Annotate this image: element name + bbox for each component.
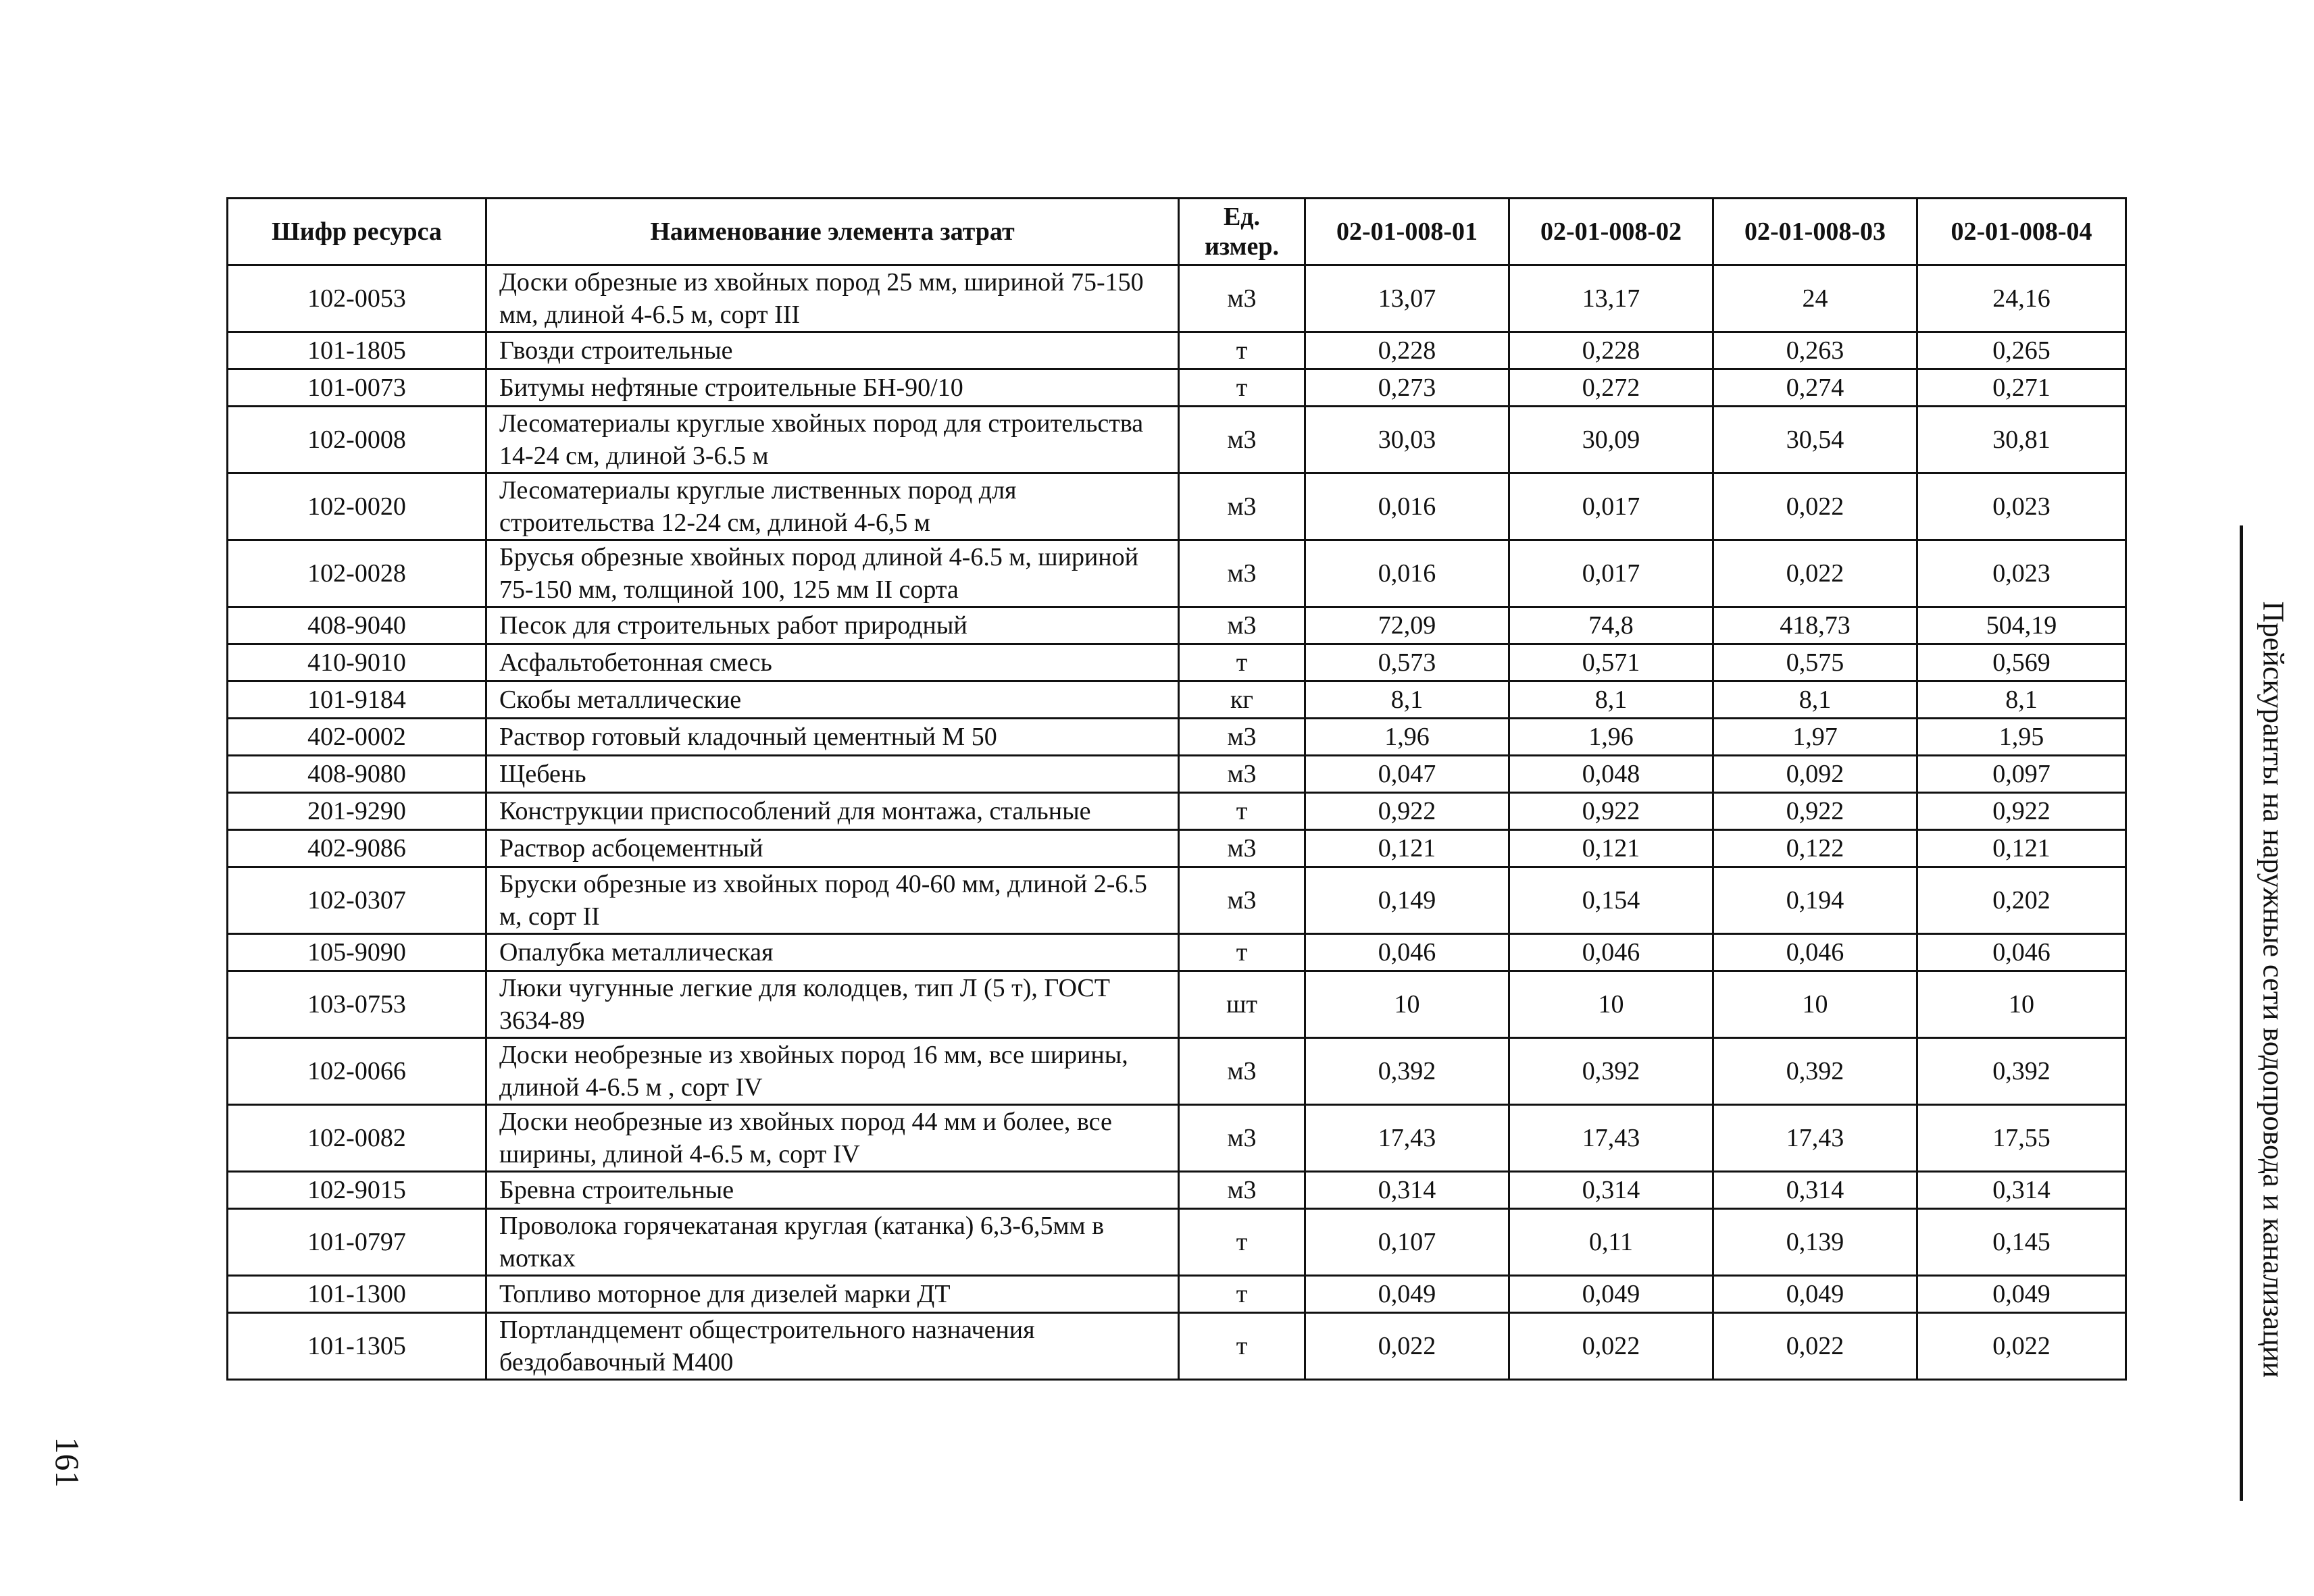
cost-element-name-cell: Асфальтобетонная смесь [486, 644, 1179, 681]
unit-cell: м3 [1179, 1105, 1305, 1172]
value-cell-04: 0,049 [1917, 1276, 2126, 1313]
value-cell-02: 1,96 [1509, 719, 1713, 756]
value-cell-01: 0,016 [1305, 540, 1509, 607]
unit-cell: т [1179, 369, 1305, 407]
side-title-rule [2240, 525, 2243, 1501]
value-cell-02: 13,17 [1509, 265, 1713, 332]
unit-cell: т [1179, 1313, 1305, 1380]
value-cell-01: 0,149 [1305, 867, 1509, 934]
value-cell-02: 0,571 [1509, 644, 1713, 681]
value-cell-01: 72,09 [1305, 607, 1509, 644]
table-row [228, 1038, 2126, 1105]
resource-code-cell: 201-9290 [228, 793, 486, 830]
header-column-01: 02-01-008-01 [1305, 199, 1509, 265]
unit-cell: м3 [1179, 1172, 1305, 1209]
table-row [228, 1172, 2126, 1209]
value-cell-01: 0,314 [1305, 1172, 1509, 1209]
resource-code-cell: 102-0082 [228, 1105, 486, 1172]
resource-code-cell: 105-9090 [228, 934, 486, 971]
value-cell-03: 0,092 [1713, 756, 1917, 793]
resource-code-cell: 102-0307 [228, 867, 486, 934]
value-cell-01: 0,392 [1305, 1038, 1509, 1105]
table-row [228, 793, 2126, 830]
unit-cell: т [1179, 644, 1305, 681]
value-cell-04: 0,145 [1917, 1209, 2126, 1276]
value-cell-02: 74,8 [1509, 607, 1713, 644]
value-cell-01: 8,1 [1305, 681, 1509, 719]
table-row [228, 473, 2126, 540]
cost-element-name-cell: Гвозди строительные [486, 332, 1179, 369]
value-cell-02: 8,1 [1509, 681, 1713, 719]
value-cell-03: 0,392 [1713, 1038, 1917, 1105]
cost-element-name-cell: Люки чугунные легкие для колодцев, тип Л (5 т), ГОСТ 3634-89 [486, 971, 1179, 1038]
value-cell-03: 0,022 [1713, 1313, 1917, 1380]
value-cell-04: 10 [1917, 971, 2126, 1038]
unit-cell: кг [1179, 681, 1305, 719]
unit-cell: т [1179, 332, 1305, 369]
value-cell-01: 0,046 [1305, 934, 1509, 971]
header-column-04: 02-01-008-04 [1917, 199, 2126, 265]
value-cell-03: 1,97 [1713, 719, 1917, 756]
value-cell-03: 0,049 [1713, 1276, 1917, 1313]
value-cell-04: 8,1 [1917, 681, 2126, 719]
value-cell-04: 1,95 [1917, 719, 2126, 756]
resource-code-cell: 102-0053 [228, 265, 486, 332]
value-cell-03: 10 [1713, 971, 1917, 1038]
page-number: 161 [49, 1437, 86, 1488]
value-cell-02: 30,09 [1509, 407, 1713, 473]
value-cell-02: 0,022 [1509, 1313, 1713, 1380]
resource-code-cell: 402-9086 [228, 830, 486, 867]
resource-code-cell: 102-0008 [228, 407, 486, 473]
value-cell-02: 0,049 [1509, 1276, 1713, 1313]
cost-element-name-cell: Брусья обрезные хвойных пород длиной 4-6.5 м, шириной 75-150 мм, толщиной 100, 125 мм II сорта [486, 540, 1179, 607]
value-cell-04: 0,046 [1917, 934, 2126, 971]
value-cell-04: 0,121 [1917, 830, 2126, 867]
resource-code-cell: 103-0753 [228, 971, 486, 1038]
value-cell-01: 30,03 [1305, 407, 1509, 473]
value-cell-04: 0,022 [1917, 1313, 2126, 1380]
value-cell-04: 17,55 [1917, 1105, 2126, 1172]
value-cell-01: 13,07 [1305, 265, 1509, 332]
value-cell-01: 0,922 [1305, 793, 1509, 830]
header-column-02: 02-01-008-02 [1509, 199, 1713, 265]
cost-element-name-cell: Битумы нефтяные строительные БН-90/10 [486, 369, 1179, 407]
resource-code-cell: 101-1805 [228, 332, 486, 369]
value-cell-02: 0,11 [1509, 1209, 1713, 1276]
value-cell-01: 0,016 [1305, 473, 1509, 540]
value-cell-04: 0,023 [1917, 540, 2126, 607]
value-cell-02: 0,154 [1509, 867, 1713, 934]
resource-code-cell: 101-1305 [228, 1313, 486, 1380]
cost-element-name-cell: Опалубка металлическая [486, 934, 1179, 971]
table-row [228, 644, 2126, 681]
value-cell-01: 0,273 [1305, 369, 1509, 407]
value-cell-03: 8,1 [1713, 681, 1917, 719]
value-cell-02: 0,048 [1509, 756, 1713, 793]
resource-code-cell: 410-9010 [228, 644, 486, 681]
header-cost-element-name: Наименование элемента затрат [486, 199, 1179, 265]
cost-element-name-cell: Доски необрезные из хвойных пород 44 мм и более, все ширины, длиной 4-6.5 м, сорт IV [486, 1105, 1179, 1172]
resource-code-cell: 101-9184 [228, 681, 486, 719]
value-cell-03: 0,922 [1713, 793, 1917, 830]
value-cell-02: 0,228 [1509, 332, 1713, 369]
unit-cell: т [1179, 1209, 1305, 1276]
value-cell-04: 0,271 [1917, 369, 2126, 407]
table-row [228, 681, 2126, 719]
table-header-row [228, 199, 2126, 265]
value-cell-03: 0,575 [1713, 644, 1917, 681]
value-cell-03: 418,73 [1713, 607, 1917, 644]
cost-element-name-cell: Портландцемент общестроительного назначения бездобавочный М400 [486, 1313, 1179, 1380]
unit-cell: м3 [1179, 830, 1305, 867]
value-cell-02: 0,017 [1509, 540, 1713, 607]
value-cell-03: 0,139 [1713, 1209, 1917, 1276]
cost-element-name-cell: Щебень [486, 756, 1179, 793]
value-cell-03: 0,194 [1713, 867, 1917, 934]
resource-price-table [226, 197, 2127, 1381]
value-cell-03: 0,022 [1713, 473, 1917, 540]
value-cell-02: 0,272 [1509, 369, 1713, 407]
value-cell-02: 0,314 [1509, 1172, 1713, 1209]
value-cell-01: 10 [1305, 971, 1509, 1038]
resource-code-cell: 402-0002 [228, 719, 486, 756]
header-unit: Ед. измер. [1179, 199, 1305, 265]
table-row [228, 830, 2126, 867]
value-cell-03: 17,43 [1713, 1105, 1917, 1172]
value-cell-04: 0,097 [1917, 756, 2126, 793]
value-cell-03: 0,122 [1713, 830, 1917, 867]
value-cell-01: 0,049 [1305, 1276, 1509, 1313]
table-row [228, 756, 2126, 793]
value-cell-04: 504,19 [1917, 607, 2126, 644]
resource-code-cell: 102-0028 [228, 540, 486, 607]
table-row [228, 1276, 2126, 1313]
resource-code-cell: 102-0066 [228, 1038, 486, 1105]
value-cell-02: 17,43 [1509, 1105, 1713, 1172]
resource-code-cell: 408-9080 [228, 756, 486, 793]
value-cell-02: 0,922 [1509, 793, 1713, 830]
value-cell-02: 0,017 [1509, 473, 1713, 540]
table-row [228, 719, 2126, 756]
header-column-03: 02-01-008-03 [1713, 199, 1917, 265]
value-cell-02: 0,046 [1509, 934, 1713, 971]
table-row [228, 1209, 2126, 1276]
value-cell-01: 17,43 [1305, 1105, 1509, 1172]
value-cell-01: 0,121 [1305, 830, 1509, 867]
resource-code-cell: 101-0797 [228, 1209, 486, 1276]
value-cell-03: 24 [1713, 265, 1917, 332]
value-cell-04: 0,392 [1917, 1038, 2126, 1105]
table-row [228, 407, 2126, 473]
cost-element-name-cell: Раствор асбоцементный [486, 830, 1179, 867]
value-cell-01: 1,96 [1305, 719, 1509, 756]
value-cell-03: 0,274 [1713, 369, 1917, 407]
cost-element-name-cell: Бруски обрезные из хвойных пород 40-60 мм, длиной 2-6.5 м, сорт II [486, 867, 1179, 934]
cost-element-name-cell: Конструкции приспособлений для монтажа, стальные [486, 793, 1179, 830]
resource-code-cell: 101-1300 [228, 1276, 486, 1313]
table-row [228, 332, 2126, 369]
cost-element-name-cell: Доски обрезные из хвойных пород 25 мм, шириной 75-150 мм, длиной 4-6.5 м, сорт III [486, 265, 1179, 332]
unit-cell: м3 [1179, 607, 1305, 644]
value-cell-04: 0,314 [1917, 1172, 2126, 1209]
value-cell-01: 0,573 [1305, 644, 1509, 681]
value-cell-02: 10 [1509, 971, 1713, 1038]
value-cell-04: 0,569 [1917, 644, 2126, 681]
cost-element-name-cell: Лесоматериалы круглые лиственных пород для строительства 12-24 см, длиной 4-6,5 м [486, 473, 1179, 540]
value-cell-03: 0,046 [1713, 934, 1917, 971]
table-row [228, 971, 2126, 1038]
resource-code-cell: 408-9040 [228, 607, 486, 644]
table-row [228, 369, 2126, 407]
unit-cell: м3 [1179, 407, 1305, 473]
value-cell-03: 0,022 [1713, 540, 1917, 607]
table-row [228, 540, 2126, 607]
header-resource-code: Шифр ресурса [228, 199, 486, 265]
table-row [228, 1105, 2126, 1172]
cost-element-name-cell: Песок для строительных работ природный [486, 607, 1179, 644]
resource-code-cell: 102-9015 [228, 1172, 486, 1209]
resource-code-cell: 101-0073 [228, 369, 486, 407]
unit-cell: м3 [1179, 719, 1305, 756]
cost-element-name-cell: Топливо моторное для дизелей марки ДТ [486, 1276, 1179, 1313]
value-cell-02: 0,392 [1509, 1038, 1713, 1105]
unit-cell: т [1179, 1276, 1305, 1313]
table-row [228, 607, 2126, 644]
resource-code-cell: 102-0020 [228, 473, 486, 540]
value-cell-03: 0,263 [1713, 332, 1917, 369]
table-row [228, 934, 2126, 971]
value-cell-03: 0,314 [1713, 1172, 1917, 1209]
value-cell-01: 0,228 [1305, 332, 1509, 369]
value-cell-04: 24,16 [1917, 265, 2126, 332]
value-cell-04: 0,202 [1917, 867, 2126, 934]
unit-cell: м3 [1179, 540, 1305, 607]
unit-cell: м3 [1179, 265, 1305, 332]
cost-element-name-cell: Лесоматериалы круглые хвойных пород для строительства 14-24 см, длиной 3-6.5 м [486, 407, 1179, 473]
table-row [228, 265, 2126, 332]
unit-cell: т [1179, 934, 1305, 971]
unit-cell: м3 [1179, 867, 1305, 934]
value-cell-04: 0,023 [1917, 473, 2126, 540]
value-cell-03: 30,54 [1713, 407, 1917, 473]
value-cell-01: 0,047 [1305, 756, 1509, 793]
table-row [228, 867, 2126, 934]
table-row [228, 1313, 2126, 1380]
cost-element-name-cell: Бревна строительные [486, 1172, 1179, 1209]
value-cell-01: 0,022 [1305, 1313, 1509, 1380]
value-cell-04: 30,81 [1917, 407, 2126, 473]
table-body [228, 265, 2126, 1380]
value-cell-02: 0,121 [1509, 830, 1713, 867]
cost-element-name-cell: Раствор готовый кладочный цементный М 50 [486, 719, 1179, 756]
value-cell-04: 0,922 [1917, 793, 2126, 830]
cost-element-name-cell: Скобы металлические [486, 681, 1179, 719]
unit-cell: шт [1179, 971, 1305, 1038]
unit-cell: м3 [1179, 756, 1305, 793]
cost-element-name-cell: Доски необрезные из хвойных пород 16 мм, все ширины, длиной 4-6.5 м , сорт IV [486, 1038, 1179, 1105]
side-document-title: Прейскуранты на наружные сети водопровода и канализации [2257, 601, 2290, 1378]
value-cell-01: 0,107 [1305, 1209, 1509, 1276]
cost-element-name-cell: Проволока горячекатаная круглая (катанка) 6,3-6,5мм в мотках [486, 1209, 1179, 1276]
unit-cell: т [1179, 793, 1305, 830]
unit-cell: м3 [1179, 1038, 1305, 1105]
unit-cell: м3 [1179, 473, 1305, 540]
value-cell-04: 0,265 [1917, 332, 2126, 369]
